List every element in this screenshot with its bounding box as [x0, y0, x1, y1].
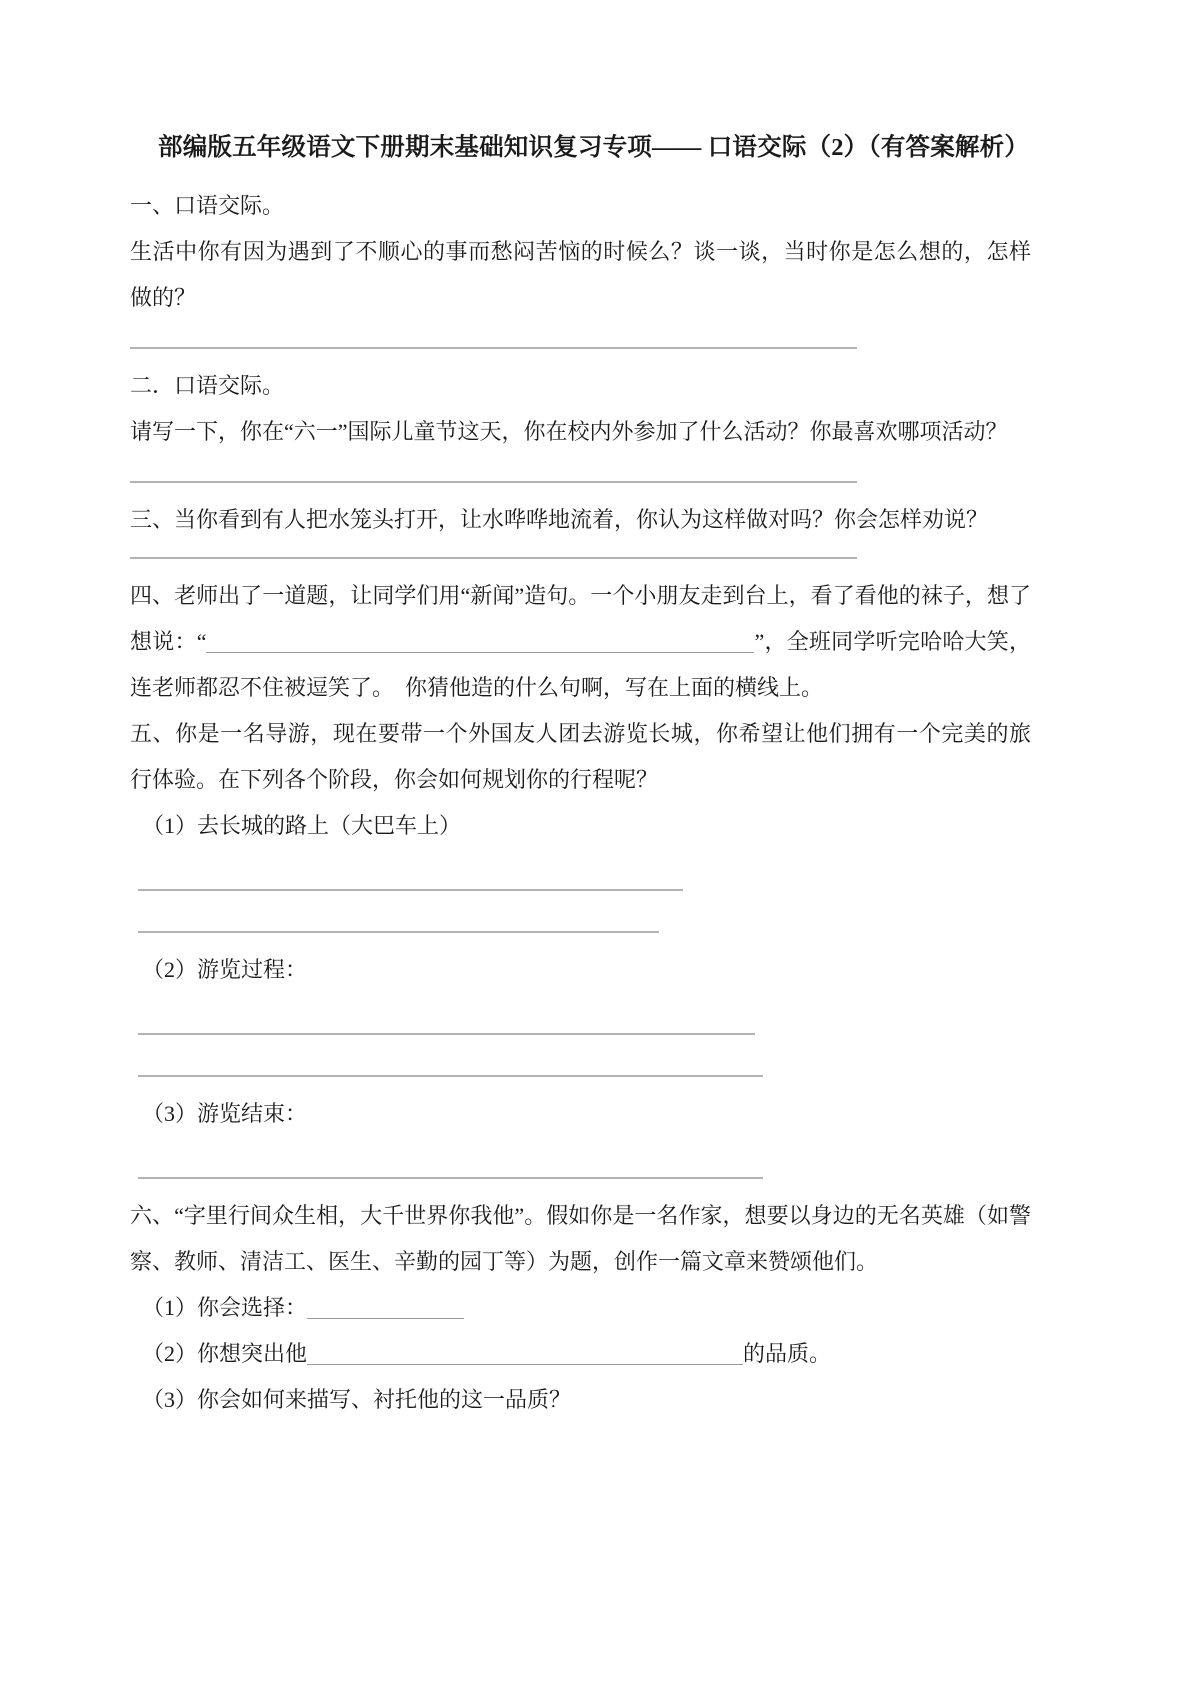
- spacer: [130, 559, 1031, 573]
- inline-answer-blank[interactable]: [307, 1318, 464, 1319]
- section-six-item-3: （3）你会如何来描写、衬托他的这一品质？: [142, 1386, 572, 1412]
- section-six-item-1: [130, 1285, 1031, 1331]
- section-six-item-2-label: （2）你想突出他: [142, 1340, 308, 1366]
- section-four-text-before: 四、老师出了一道题，让同学们用“新闻”造句。一个小朋友走到台上，看了看他的袜子，想了想说：“: [130, 582, 1031, 654]
- spacer: [130, 321, 1031, 347]
- section-six: [130, 1193, 1031, 1423]
- spacer: [130, 849, 1031, 889]
- section-six-item-2: [130, 1331, 1031, 1377]
- section-one: [130, 183, 1031, 363]
- section-five: [130, 711, 1031, 1193]
- section-four: [130, 573, 1031, 711]
- section-five-item-3: （3）游览结束：: [142, 1100, 308, 1126]
- spacer: [130, 993, 1031, 1033]
- section-four-body: [130, 573, 1031, 711]
- spacer: [130, 933, 1031, 947]
- section-four-text-after: ”，全班同学听完哈哈大笑，连老师都忍不住被逗笑了。 你猜他造的什么句啊，写在上面的横线上。: [130, 628, 1032, 700]
- section-six-item-2-suffix: 的品质。: [743, 1340, 832, 1366]
- inline-answer-blank[interactable]: [206, 652, 754, 653]
- section-six-item-1-label: （1）你会选择：: [142, 1294, 308, 1320]
- spacer: [130, 543, 1031, 557]
- section-two-body: 请写一下，你在“六一”国际儿童节这天，你在校内外参加了什么活动？你最喜欢哪项活动？: [130, 418, 1008, 444]
- section-three: [130, 497, 1031, 573]
- spacer: [130, 455, 1031, 481]
- page-title: 部编版五年级语文下册期末基础知识复习专项—— 口语交际（2）（有答案解析）: [158, 134, 1030, 161]
- section-six-body: 六、“字里行间众生相，大千世界你我他”。假如你是一名作家，想要以身边的无名英雄（如警察、教师、清洁工、医生、辛勤的园丁等）为题，创作一篇文章来赞颂他们。: [130, 1202, 1031, 1274]
- spacer: [130, 1077, 1031, 1091]
- spacer: [130, 1179, 1031, 1193]
- section-two-heading: 二．口语交际。: [130, 372, 285, 398]
- section-one-heading: 一、口语交际。: [130, 192, 285, 218]
- spacer: [130, 349, 1031, 363]
- spacer: [130, 1035, 1031, 1075]
- spacer: [130, 483, 1031, 497]
- section-one-body: 生活中你有因为遇到了不顺心的事而愁闷苦恼的时候么？谈一谈，当时你是怎么想的，怎样做的？: [130, 238, 1031, 310]
- section-five-item-2: （2）游览过程：: [142, 956, 308, 982]
- spacer: [130, 891, 1031, 931]
- inline-answer-blank[interactable]: [307, 1364, 743, 1365]
- spacer: [130, 1137, 1031, 1177]
- section-three-body: 三、当你看到有人把水笼头打开，让水哗哗地流着，你认为这样做对吗？你会怎样劝说？: [130, 506, 989, 532]
- section-two: [130, 363, 1031, 497]
- section-five-body: 五、你是一名导游，现在要带一个外国友人团去游览长城，你希望让他们拥有一个完美的旅行体验。在下列各个阶段，你会如何规划你的行程呢？: [130, 720, 1031, 792]
- section-five-item-1: （1）去长城的路上（大巴车上）: [142, 812, 462, 838]
